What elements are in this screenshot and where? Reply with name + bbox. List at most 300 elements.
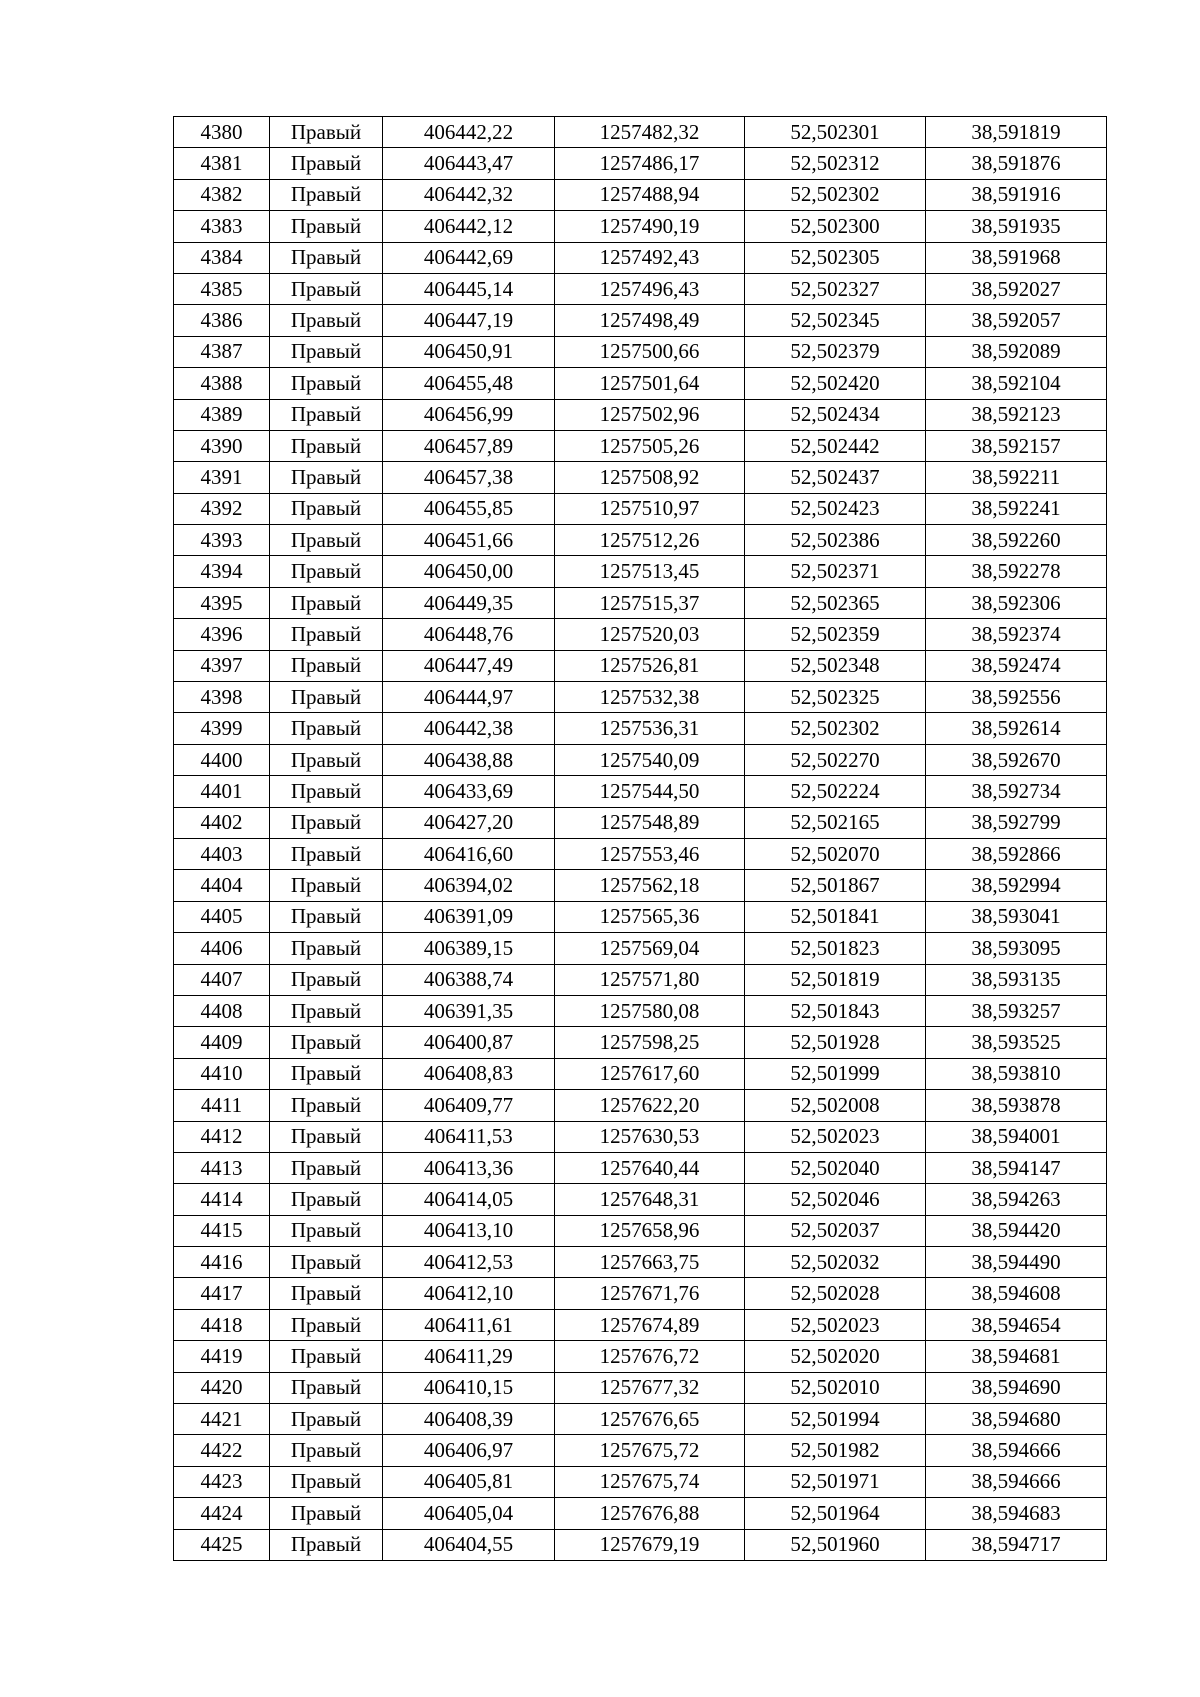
latitude-cell: 52,502270 xyxy=(745,744,926,775)
x-coordinate-cell: 406413,36 xyxy=(383,1152,555,1183)
x-coordinate-cell: 406406,97 xyxy=(383,1435,555,1466)
point-number-cell: 4413 xyxy=(174,1152,270,1183)
side-cell: Правый xyxy=(270,525,383,556)
latitude-cell: 52,502345 xyxy=(745,305,926,336)
side-cell: Правый xyxy=(270,117,383,148)
latitude-cell: 52,501843 xyxy=(745,995,926,1026)
table-row xyxy=(174,273,1107,304)
point-number-cell: 4410 xyxy=(174,1058,270,1089)
x-coordinate-cell: 406456,99 xyxy=(383,399,555,430)
longitude-cell: 38,594717 xyxy=(926,1529,1107,1560)
table-row xyxy=(174,1498,1107,1529)
table-row xyxy=(174,1404,1107,1435)
y-coordinate-cell: 1257482,32 xyxy=(555,117,745,148)
y-coordinate-cell: 1257498,49 xyxy=(555,305,745,336)
x-coordinate-cell: 406451,66 xyxy=(383,525,555,556)
side-cell: Правый xyxy=(270,1372,383,1403)
latitude-cell: 52,502020 xyxy=(745,1341,926,1372)
y-coordinate-cell: 1257526,81 xyxy=(555,650,745,681)
x-coordinate-cell: 406450,00 xyxy=(383,556,555,587)
longitude-cell: 38,594666 xyxy=(926,1466,1107,1497)
point-number-cell: 4388 xyxy=(174,368,270,399)
x-coordinate-cell: 406409,77 xyxy=(383,1090,555,1121)
side-cell: Правый xyxy=(270,1152,383,1183)
table-row xyxy=(174,336,1107,367)
table-row xyxy=(174,1215,1107,1246)
x-coordinate-cell: 406405,81 xyxy=(383,1466,555,1497)
point-number-cell: 4382 xyxy=(174,179,270,210)
side-cell: Правый xyxy=(270,179,383,210)
longitude-cell: 38,594608 xyxy=(926,1278,1107,1309)
longitude-cell: 38,593095 xyxy=(926,933,1107,964)
x-coordinate-cell: 406411,29 xyxy=(383,1341,555,1372)
y-coordinate-cell: 1257674,89 xyxy=(555,1309,745,1340)
y-coordinate-cell: 1257532,38 xyxy=(555,682,745,713)
table-row xyxy=(174,211,1107,242)
latitude-cell: 52,502365 xyxy=(745,587,926,618)
longitude-cell: 38,592556 xyxy=(926,682,1107,713)
table-row xyxy=(174,1466,1107,1497)
latitude-cell: 52,502028 xyxy=(745,1278,926,1309)
latitude-cell: 52,502032 xyxy=(745,1247,926,1278)
point-number-cell: 4412 xyxy=(174,1121,270,1152)
y-coordinate-cell: 1257553,46 xyxy=(555,838,745,869)
point-number-cell: 4402 xyxy=(174,807,270,838)
side-cell: Правый xyxy=(270,399,383,430)
longitude-cell: 38,594680 xyxy=(926,1404,1107,1435)
x-coordinate-cell: 406442,69 xyxy=(383,242,555,273)
y-coordinate-cell: 1257508,92 xyxy=(555,462,745,493)
latitude-cell: 52,502165 xyxy=(745,807,926,838)
longitude-cell: 38,592474 xyxy=(926,650,1107,681)
point-number-cell: 4394 xyxy=(174,556,270,587)
latitude-cell: 52,501928 xyxy=(745,1027,926,1058)
point-number-cell: 4411 xyxy=(174,1090,270,1121)
point-number-cell: 4398 xyxy=(174,682,270,713)
side-cell: Правый xyxy=(270,650,383,681)
longitude-cell: 38,593135 xyxy=(926,964,1107,995)
side-cell: Правый xyxy=(270,1247,383,1278)
point-number-cell: 4414 xyxy=(174,1184,270,1215)
x-coordinate-cell: 406413,10 xyxy=(383,1215,555,1246)
y-coordinate-cell: 1257496,43 xyxy=(555,273,745,304)
table-row xyxy=(174,117,1107,148)
x-coordinate-cell: 406400,87 xyxy=(383,1027,555,1058)
latitude-cell: 52,501964 xyxy=(745,1498,926,1529)
y-coordinate-cell: 1257622,20 xyxy=(555,1090,745,1121)
side-cell: Правый xyxy=(270,964,383,995)
side-cell: Правый xyxy=(270,1404,383,1435)
longitude-cell: 38,593041 xyxy=(926,901,1107,932)
table-row xyxy=(174,870,1107,901)
latitude-cell: 52,501867 xyxy=(745,870,926,901)
longitude-cell: 38,591968 xyxy=(926,242,1107,273)
table-row xyxy=(174,1341,1107,1372)
point-number-cell: 4408 xyxy=(174,995,270,1026)
side-cell: Правый xyxy=(270,1341,383,1372)
x-coordinate-cell: 406450,91 xyxy=(383,336,555,367)
side-cell: Правый xyxy=(270,1466,383,1497)
latitude-cell: 52,502312 xyxy=(745,148,926,179)
latitude-cell: 52,502442 xyxy=(745,430,926,461)
y-coordinate-cell: 1257677,32 xyxy=(555,1372,745,1403)
latitude-cell: 52,502302 xyxy=(745,179,926,210)
latitude-cell: 52,502371 xyxy=(745,556,926,587)
point-number-cell: 4405 xyxy=(174,901,270,932)
table-row xyxy=(174,1121,1107,1152)
x-coordinate-cell: 406408,83 xyxy=(383,1058,555,1089)
x-coordinate-cell: 406444,97 xyxy=(383,682,555,713)
longitude-cell: 38,593878 xyxy=(926,1090,1107,1121)
point-number-cell: 4424 xyxy=(174,1498,270,1529)
longitude-cell: 38,594666 xyxy=(926,1435,1107,1466)
point-number-cell: 4395 xyxy=(174,587,270,618)
y-coordinate-cell: 1257679,19 xyxy=(555,1529,745,1560)
point-number-cell: 4423 xyxy=(174,1466,270,1497)
longitude-cell: 38,593810 xyxy=(926,1058,1107,1089)
longitude-cell: 38,591819 xyxy=(926,117,1107,148)
side-cell: Правый xyxy=(270,1090,383,1121)
point-number-cell: 4396 xyxy=(174,619,270,650)
side-cell: Правый xyxy=(270,1184,383,1215)
latitude-cell: 52,502224 xyxy=(745,776,926,807)
y-coordinate-cell: 1257515,37 xyxy=(555,587,745,618)
longitude-cell: 38,592157 xyxy=(926,430,1107,461)
point-number-cell: 4389 xyxy=(174,399,270,430)
side-cell: Правый xyxy=(270,336,383,367)
table-row xyxy=(174,650,1107,681)
latitude-cell: 52,501999 xyxy=(745,1058,926,1089)
point-number-cell: 4417 xyxy=(174,1278,270,1309)
longitude-cell: 38,594690 xyxy=(926,1372,1107,1403)
x-coordinate-cell: 406404,55 xyxy=(383,1529,555,1560)
side-cell: Правый xyxy=(270,619,383,650)
longitude-cell: 38,594683 xyxy=(926,1498,1107,1529)
side-cell: Правый xyxy=(270,493,383,524)
point-number-cell: 4381 xyxy=(174,148,270,179)
x-coordinate-cell: 406389,15 xyxy=(383,933,555,964)
x-coordinate-cell: 406455,48 xyxy=(383,368,555,399)
table-row xyxy=(174,1529,1107,1560)
x-coordinate-cell: 406447,19 xyxy=(383,305,555,336)
side-cell: Правый xyxy=(270,870,383,901)
side-cell: Правый xyxy=(270,713,383,744)
longitude-cell: 38,592994 xyxy=(926,870,1107,901)
point-number-cell: 4380 xyxy=(174,117,270,148)
longitude-cell: 38,591916 xyxy=(926,179,1107,210)
table-row xyxy=(174,1027,1107,1058)
table-row xyxy=(174,1152,1107,1183)
longitude-cell: 38,592734 xyxy=(926,776,1107,807)
latitude-cell: 52,502008 xyxy=(745,1090,926,1121)
latitude-cell: 52,502040 xyxy=(745,1152,926,1183)
x-coordinate-cell: 406394,02 xyxy=(383,870,555,901)
side-cell: Правый xyxy=(270,901,383,932)
latitude-cell: 52,502070 xyxy=(745,838,926,869)
longitude-cell: 38,594490 xyxy=(926,1247,1107,1278)
side-cell: Правый xyxy=(270,995,383,1026)
latitude-cell: 52,502379 xyxy=(745,336,926,367)
point-number-cell: 4404 xyxy=(174,870,270,901)
latitude-cell: 52,502305 xyxy=(745,242,926,273)
longitude-cell: 38,592260 xyxy=(926,525,1107,556)
side-cell: Правый xyxy=(270,776,383,807)
latitude-cell: 52,502023 xyxy=(745,1309,926,1340)
y-coordinate-cell: 1257548,89 xyxy=(555,807,745,838)
table-body xyxy=(174,117,1107,1561)
point-number-cell: 4399 xyxy=(174,713,270,744)
point-number-cell: 4421 xyxy=(174,1404,270,1435)
y-coordinate-cell: 1257675,72 xyxy=(555,1435,745,1466)
point-number-cell: 4415 xyxy=(174,1215,270,1246)
longitude-cell: 38,594001 xyxy=(926,1121,1107,1152)
latitude-cell: 52,502434 xyxy=(745,399,926,430)
y-coordinate-cell: 1257505,26 xyxy=(555,430,745,461)
table-row xyxy=(174,1278,1107,1309)
y-coordinate-cell: 1257571,80 xyxy=(555,964,745,995)
side-cell: Правый xyxy=(270,273,383,304)
point-number-cell: 4384 xyxy=(174,242,270,273)
point-number-cell: 4393 xyxy=(174,525,270,556)
side-cell: Правый xyxy=(270,744,383,775)
latitude-cell: 52,501960 xyxy=(745,1529,926,1560)
y-coordinate-cell: 1257510,97 xyxy=(555,493,745,524)
table-row xyxy=(174,776,1107,807)
y-coordinate-cell: 1257490,19 xyxy=(555,211,745,242)
longitude-cell: 38,592306 xyxy=(926,587,1107,618)
side-cell: Правый xyxy=(270,587,383,618)
latitude-cell: 52,502327 xyxy=(745,273,926,304)
table-row xyxy=(174,179,1107,210)
table-row xyxy=(174,619,1107,650)
table-row xyxy=(174,587,1107,618)
x-coordinate-cell: 406442,22 xyxy=(383,117,555,148)
table-row xyxy=(174,1247,1107,1278)
y-coordinate-cell: 1257512,26 xyxy=(555,525,745,556)
side-cell: Правый xyxy=(270,305,383,336)
latitude-cell: 52,502037 xyxy=(745,1215,926,1246)
point-number-cell: 4385 xyxy=(174,273,270,304)
y-coordinate-cell: 1257676,65 xyxy=(555,1404,745,1435)
y-coordinate-cell: 1257544,50 xyxy=(555,776,745,807)
x-coordinate-cell: 406438,88 xyxy=(383,744,555,775)
table-row xyxy=(174,399,1107,430)
y-coordinate-cell: 1257671,76 xyxy=(555,1278,745,1309)
side-cell: Правый xyxy=(270,1309,383,1340)
y-coordinate-cell: 1257580,08 xyxy=(555,995,745,1026)
side-cell: Правый xyxy=(270,682,383,713)
side-cell: Правый xyxy=(270,1121,383,1152)
table-row xyxy=(174,1058,1107,1089)
table-row xyxy=(174,901,1107,932)
latitude-cell: 52,502359 xyxy=(745,619,926,650)
table-row xyxy=(174,995,1107,1026)
latitude-cell: 52,502386 xyxy=(745,525,926,556)
x-coordinate-cell: 406448,76 xyxy=(383,619,555,650)
x-coordinate-cell: 406391,35 xyxy=(383,995,555,1026)
side-cell: Правый xyxy=(270,1027,383,1058)
table-row xyxy=(174,462,1107,493)
latitude-cell: 52,502437 xyxy=(745,462,926,493)
latitude-cell: 52,502300 xyxy=(745,211,926,242)
table-row xyxy=(174,1435,1107,1466)
x-coordinate-cell: 406445,14 xyxy=(383,273,555,304)
point-number-cell: 4425 xyxy=(174,1529,270,1560)
longitude-cell: 38,593257 xyxy=(926,995,1107,1026)
point-number-cell: 4403 xyxy=(174,838,270,869)
y-coordinate-cell: 1257486,17 xyxy=(555,148,745,179)
table-row xyxy=(174,493,1107,524)
x-coordinate-cell: 406455,85 xyxy=(383,493,555,524)
longitude-cell: 38,592278 xyxy=(926,556,1107,587)
point-number-cell: 4386 xyxy=(174,305,270,336)
side-cell: Правый xyxy=(270,1058,383,1089)
longitude-cell: 38,591935 xyxy=(926,211,1107,242)
side-cell: Правый xyxy=(270,1215,383,1246)
point-number-cell: 4416 xyxy=(174,1247,270,1278)
y-coordinate-cell: 1257500,66 xyxy=(555,336,745,367)
table-row xyxy=(174,305,1107,336)
x-coordinate-cell: 406388,74 xyxy=(383,964,555,995)
y-coordinate-cell: 1257658,96 xyxy=(555,1215,745,1246)
longitude-cell: 38,594263 xyxy=(926,1184,1107,1215)
longitude-cell: 38,591876 xyxy=(926,148,1107,179)
longitude-cell: 38,592211 xyxy=(926,462,1107,493)
y-coordinate-cell: 1257502,96 xyxy=(555,399,745,430)
side-cell: Правый xyxy=(270,1278,383,1309)
x-coordinate-cell: 406412,10 xyxy=(383,1278,555,1309)
side-cell: Правый xyxy=(270,211,383,242)
point-number-cell: 4419 xyxy=(174,1341,270,1372)
y-coordinate-cell: 1257565,36 xyxy=(555,901,745,932)
table-row xyxy=(174,807,1107,838)
latitude-cell: 52,501823 xyxy=(745,933,926,964)
x-coordinate-cell: 406412,53 xyxy=(383,1247,555,1278)
x-coordinate-cell: 406408,39 xyxy=(383,1404,555,1435)
latitude-cell: 52,502046 xyxy=(745,1184,926,1215)
point-number-cell: 4383 xyxy=(174,211,270,242)
table-row xyxy=(174,525,1107,556)
table-row xyxy=(174,713,1107,744)
longitude-cell: 38,592374 xyxy=(926,619,1107,650)
latitude-cell: 52,501994 xyxy=(745,1404,926,1435)
table-row xyxy=(174,682,1107,713)
latitude-cell: 52,502010 xyxy=(745,1372,926,1403)
y-coordinate-cell: 1257569,04 xyxy=(555,933,745,964)
y-coordinate-cell: 1257675,74 xyxy=(555,1466,745,1497)
longitude-cell: 38,594681 xyxy=(926,1341,1107,1372)
longitude-cell: 38,592241 xyxy=(926,493,1107,524)
point-number-cell: 4401 xyxy=(174,776,270,807)
point-number-cell: 4420 xyxy=(174,1372,270,1403)
coordinates-table xyxy=(173,116,1107,1561)
latitude-cell: 52,501841 xyxy=(745,901,926,932)
longitude-cell: 38,592123 xyxy=(926,399,1107,430)
y-coordinate-cell: 1257520,03 xyxy=(555,619,745,650)
point-number-cell: 4387 xyxy=(174,336,270,367)
y-coordinate-cell: 1257663,75 xyxy=(555,1247,745,1278)
table-row xyxy=(174,1090,1107,1121)
point-number-cell: 4422 xyxy=(174,1435,270,1466)
table-row xyxy=(174,933,1107,964)
x-coordinate-cell: 406405,04 xyxy=(383,1498,555,1529)
latitude-cell: 52,502423 xyxy=(745,493,926,524)
side-cell: Правый xyxy=(270,1529,383,1560)
x-coordinate-cell: 406427,20 xyxy=(383,807,555,838)
side-cell: Правый xyxy=(270,1435,383,1466)
point-number-cell: 4392 xyxy=(174,493,270,524)
y-coordinate-cell: 1257630,53 xyxy=(555,1121,745,1152)
table-row xyxy=(174,430,1107,461)
table-row xyxy=(174,1372,1107,1403)
y-coordinate-cell: 1257540,09 xyxy=(555,744,745,775)
point-number-cell: 4390 xyxy=(174,430,270,461)
y-coordinate-cell: 1257501,64 xyxy=(555,368,745,399)
latitude-cell: 52,502325 xyxy=(745,682,926,713)
longitude-cell: 38,592104 xyxy=(926,368,1107,399)
point-number-cell: 4397 xyxy=(174,650,270,681)
latitude-cell: 52,502348 xyxy=(745,650,926,681)
longitude-cell: 38,592057 xyxy=(926,305,1107,336)
side-cell: Правый xyxy=(270,838,383,869)
x-coordinate-cell: 406410,15 xyxy=(383,1372,555,1403)
y-coordinate-cell: 1257513,45 xyxy=(555,556,745,587)
latitude-cell: 52,502023 xyxy=(745,1121,926,1152)
y-coordinate-cell: 1257488,94 xyxy=(555,179,745,210)
x-coordinate-cell: 406442,38 xyxy=(383,713,555,744)
table-row xyxy=(174,556,1107,587)
longitude-cell: 38,594654 xyxy=(926,1309,1107,1340)
x-coordinate-cell: 406391,09 xyxy=(383,901,555,932)
x-coordinate-cell: 406433,69 xyxy=(383,776,555,807)
y-coordinate-cell: 1257640,44 xyxy=(555,1152,745,1183)
x-coordinate-cell: 406442,12 xyxy=(383,211,555,242)
point-number-cell: 4400 xyxy=(174,744,270,775)
x-coordinate-cell: 406447,49 xyxy=(383,650,555,681)
side-cell: Правый xyxy=(270,430,383,461)
x-coordinate-cell: 406457,38 xyxy=(383,462,555,493)
y-coordinate-cell: 1257536,31 xyxy=(555,713,745,744)
side-cell: Правый xyxy=(270,242,383,273)
latitude-cell: 52,502420 xyxy=(745,368,926,399)
longitude-cell: 38,592866 xyxy=(926,838,1107,869)
longitude-cell: 38,593525 xyxy=(926,1027,1107,1058)
x-coordinate-cell: 406457,89 xyxy=(383,430,555,461)
side-cell: Правый xyxy=(270,807,383,838)
longitude-cell: 38,594420 xyxy=(926,1215,1107,1246)
latitude-cell: 52,502301 xyxy=(745,117,926,148)
longitude-cell: 38,592089 xyxy=(926,336,1107,367)
table-row xyxy=(174,1184,1107,1215)
longitude-cell: 38,592799 xyxy=(926,807,1107,838)
side-cell: Правый xyxy=(270,148,383,179)
table-row xyxy=(174,744,1107,775)
x-coordinate-cell: 406414,05 xyxy=(383,1184,555,1215)
y-coordinate-cell: 1257676,72 xyxy=(555,1341,745,1372)
x-coordinate-cell: 406442,32 xyxy=(383,179,555,210)
latitude-cell: 52,501819 xyxy=(745,964,926,995)
y-coordinate-cell: 1257676,88 xyxy=(555,1498,745,1529)
x-coordinate-cell: 406449,35 xyxy=(383,587,555,618)
longitude-cell: 38,592614 xyxy=(926,713,1107,744)
point-number-cell: 4409 xyxy=(174,1027,270,1058)
side-cell: Правый xyxy=(270,933,383,964)
point-number-cell: 4406 xyxy=(174,933,270,964)
y-coordinate-cell: 1257617,60 xyxy=(555,1058,745,1089)
table-row xyxy=(174,148,1107,179)
table-row xyxy=(174,838,1107,869)
y-coordinate-cell: 1257648,31 xyxy=(555,1184,745,1215)
